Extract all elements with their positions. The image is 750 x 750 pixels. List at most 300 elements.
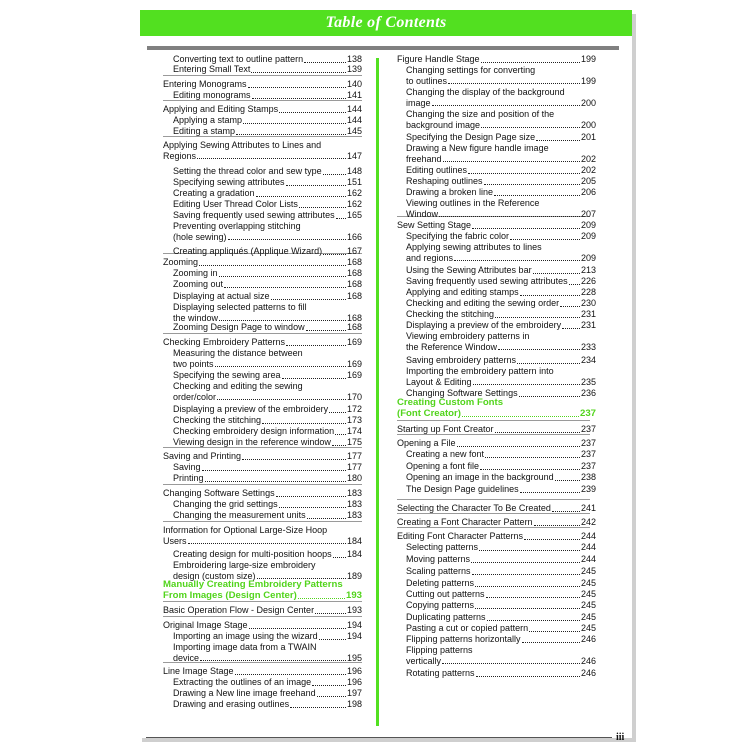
toc-entry[interactable] <box>406 484 596 495</box>
toc-entry-title: Editing outlines <box>406 165 468 175</box>
dot-leader <box>471 562 580 563</box>
dot-leader <box>282 378 346 379</box>
dot-leader <box>529 631 580 632</box>
dot-leader <box>569 284 580 285</box>
toc-page-number: 194 <box>346 620 362 630</box>
toc-page-number: 174 <box>346 426 362 436</box>
toc-entry[interactable] <box>406 542 596 553</box>
toc-entry[interactable] <box>173 462 362 473</box>
toc-page-number: 148 <box>346 166 362 176</box>
toc-page-number: 245 <box>580 589 596 599</box>
toc-entry[interactable] <box>163 620 362 631</box>
toc-page-number: 147 <box>346 150 362 161</box>
toc-page-number: 226 <box>580 276 596 286</box>
dot-leader <box>462 416 579 417</box>
toc-entry-title: Starting up Font Creator <box>397 424 494 434</box>
toc-entry[interactable] <box>173 246 362 257</box>
dot-leader <box>329 412 346 413</box>
toc-entry-title: Applying Sewing Attributes to Lines and <box>163 140 322 150</box>
dot-leader <box>520 492 580 493</box>
toc-entry[interactable] <box>406 355 596 366</box>
top-rule <box>147 46 619 50</box>
toc-entry[interactable] <box>173 54 362 65</box>
toc-entry-title: Extracting the outlines of an image <box>173 677 312 687</box>
dot-leader <box>475 586 580 587</box>
toc-entry-title: Original Image Stage <box>163 620 248 630</box>
toc-entry[interactable] <box>173 549 362 560</box>
toc-page-number: 200 <box>580 97 596 108</box>
toc-entry-title: Selecting patterns <box>406 542 479 552</box>
dot-leader <box>519 396 580 397</box>
toc-page-number: 245 <box>580 612 596 622</box>
dot-leader <box>315 613 346 614</box>
toc-entry-title: Importing image data from a TWAIN <box>173 642 317 652</box>
toc-entry[interactable] <box>406 65 596 86</box>
toc-entry-title: Saving frequently used sewing attributes <box>406 276 568 286</box>
toc-entry[interactable] <box>406 366 596 387</box>
toc-page-number: 245 <box>580 578 596 588</box>
toc-entry-title: Changing Software Settings <box>163 488 275 498</box>
toc-entry-title-cont: the window <box>173 312 219 323</box>
toc-page-number: 209 <box>580 252 596 263</box>
toc-entry[interactable] <box>163 140 362 161</box>
toc-entry-title-cont: design (custom size) <box>173 570 256 581</box>
toc-entry-title-cont: (hole sewing) <box>173 231 227 242</box>
toc-entry[interactable] <box>406 612 596 623</box>
toc-entry-title: Creating a gradation <box>173 188 255 198</box>
dot-leader <box>228 239 346 240</box>
toc-page-number: 235 <box>580 376 596 387</box>
column-divider <box>376 58 379 726</box>
toc-entry[interactable] <box>173 166 362 177</box>
toc-entry[interactable] <box>406 634 596 645</box>
toc-entry-title: Checking embroidery design information <box>173 426 335 436</box>
toc-entry-title-cont: freehand <box>406 153 442 164</box>
dot-leader <box>188 543 346 544</box>
toc-entry-title: Preventing overlapping stitching <box>173 221 301 231</box>
dot-leader <box>560 306 580 307</box>
toc-entry-title: Creating appliqués (Applique Wizard) <box>173 246 323 256</box>
toc-entry-title: Creating a new font <box>406 449 485 459</box>
toc-entry[interactable] <box>406 287 596 298</box>
group-separator <box>163 333 362 334</box>
toc-entry-title: Checking and editing the sewing <box>173 381 303 391</box>
dot-leader <box>236 134 346 135</box>
dot-leader <box>562 328 580 329</box>
toc-entry[interactable] <box>173 631 362 642</box>
dot-leader <box>439 216 580 217</box>
toc-entry[interactable] <box>406 449 596 460</box>
toc-page-number: 169 <box>346 370 362 380</box>
toc-page-number: 238 <box>580 472 596 482</box>
toc-entry[interactable] <box>163 488 362 499</box>
toc-page-number: 162 <box>346 188 362 198</box>
toc-page-number: 237 <box>579 407 596 419</box>
toc-page-number: 168 <box>346 312 362 323</box>
toc-entry-title: Embroidering large-size embroidery <box>173 560 316 570</box>
toc-entry[interactable] <box>163 525 362 546</box>
toc-entry[interactable] <box>397 438 596 449</box>
toc-page-number: 237 <box>580 461 596 471</box>
toc-entry-title-cont: the Reference Window <box>406 341 498 352</box>
toc-page-number: 199 <box>580 75 596 86</box>
toc-entry-title: Displaying a preview of the embroidery <box>173 404 329 414</box>
toc-entry-title: Printing <box>173 473 204 483</box>
toc-entry-title: Displaying selected patterns to fill <box>173 302 307 312</box>
toc-page-number: 138 <box>346 54 362 64</box>
toc-entry-title-cont: From Images (Design Center) <box>163 589 297 601</box>
toc-entry-title: Information for Optional Large-Size Hoop <box>163 525 328 535</box>
toc-entry-title: Checking Embroidery Patterns <box>163 337 286 347</box>
toc-entry-title: Applying and editing stamps <box>406 287 519 297</box>
toc-page-number: 237 <box>580 438 596 448</box>
toc-entry-title: Basic Operation Flow - Design Center <box>163 605 315 615</box>
dot-leader <box>524 539 580 540</box>
toc-page-number: 167 <box>346 246 362 256</box>
toc-entry[interactable] <box>406 331 596 352</box>
dot-leader <box>199 265 346 266</box>
toc-entry-title-cont: image <box>406 97 431 108</box>
toc-entry-title-cont: and regions <box>406 252 454 263</box>
toc-entry-title-cont: to outlines <box>406 75 448 86</box>
toc-entry-title: Viewing embroidery patterns in <box>406 331 530 341</box>
toc-entry[interactable] <box>397 424 596 435</box>
toc-entry[interactable] <box>406 198 596 219</box>
page-title: Table of Contents <box>325 14 447 31</box>
toc-entry[interactable] <box>406 276 596 287</box>
dot-leader <box>299 207 346 208</box>
toc-page-number: 168 <box>346 291 362 301</box>
toc-page-number: 180 <box>346 473 362 483</box>
dot-leader <box>485 457 580 458</box>
toc-entry[interactable] <box>173 560 362 581</box>
toc-entry-title: Zooming in <box>173 268 218 278</box>
toc-entry[interactable] <box>406 132 596 143</box>
toc-page-number: 168 <box>346 268 362 278</box>
toc-page-number: 140 <box>346 79 362 89</box>
toc-entry-title: Measuring the distance between <box>173 348 303 358</box>
dot-leader <box>200 660 346 661</box>
toc-entry-title: Editing Font Character Patterns <box>397 531 524 541</box>
toc-entry[interactable] <box>406 554 596 565</box>
toc-entry-title-cont: Layout & Editing <box>406 376 472 387</box>
toc-entry[interactable] <box>406 600 596 611</box>
toc-page-number: 244 <box>580 531 596 541</box>
toc-entry[interactable] <box>173 90 362 101</box>
toc-entry[interactable] <box>173 426 362 437</box>
toc-entry[interactable] <box>173 348 362 369</box>
toc-entry[interactable] <box>397 220 596 231</box>
toc-page-number: 173 <box>346 415 362 425</box>
toc-entry-title: The Design Page guidelines <box>406 484 519 494</box>
toc-entry[interactable] <box>173 199 362 210</box>
toc-entry[interactable] <box>163 580 362 601</box>
toc-page-number: 196 <box>346 677 362 687</box>
toc-entry-title: Line Image Stage <box>163 666 234 676</box>
toc-entry-title: Zooming out <box>173 279 224 289</box>
toc-entry-title: Specifying the fabric color <box>406 231 510 241</box>
toc-entry-title: Applying sewing attributes to lines <box>406 242 542 252</box>
toc-entry[interactable] <box>406 472 596 483</box>
dot-leader <box>276 496 346 497</box>
dot-leader <box>312 685 346 686</box>
dot-leader <box>472 228 580 229</box>
toc-page-number: 183 <box>346 499 362 509</box>
toc-entry[interactable] <box>163 605 362 616</box>
dot-leader <box>252 98 346 99</box>
toc-entry[interactable] <box>173 473 362 484</box>
dot-leader <box>323 174 346 175</box>
toc-entry[interactable] <box>173 642 362 663</box>
dot-leader <box>480 469 580 470</box>
toc-entry[interactable] <box>406 309 596 320</box>
toc-page-number: 207 <box>580 208 596 219</box>
dot-leader <box>202 470 346 471</box>
toc-entry-title: Importing an image using the wizard <box>173 631 318 641</box>
toc-page-number: 177 <box>346 451 362 461</box>
toc-entry[interactable] <box>406 165 596 176</box>
toc-entry[interactable] <box>163 666 362 677</box>
toc-entry-title: Copying patterns <box>406 600 475 610</box>
toc-page-number: 200 <box>580 119 596 130</box>
toc-entry[interactable] <box>406 589 596 600</box>
toc-entry[interactable] <box>406 176 596 187</box>
toc-page-number: 244 <box>580 542 596 552</box>
dot-leader <box>256 196 346 197</box>
toc-entry-title: Sew Setting Stage <box>397 220 472 230</box>
toc-entry[interactable] <box>406 265 596 276</box>
dot-leader <box>248 87 346 88</box>
dot-leader <box>510 239 580 240</box>
toc-page-number: 230 <box>580 298 596 308</box>
dot-leader <box>555 480 580 481</box>
dot-leader <box>197 158 346 159</box>
toc-entry[interactable] <box>406 143 596 164</box>
toc-entry[interactable] <box>163 79 362 90</box>
dot-leader <box>215 366 346 367</box>
toc-entry-title: Saving embroidery patterns <box>406 355 517 365</box>
toc-entry[interactable] <box>397 398 596 419</box>
toc-page-number: 183 <box>346 510 362 520</box>
dot-leader <box>243 123 346 124</box>
toc-entry[interactable] <box>173 381 362 402</box>
toc-entry[interactable] <box>406 298 596 309</box>
dot-leader <box>498 349 580 350</box>
toc-entry[interactable] <box>173 510 362 521</box>
dot-leader <box>286 345 346 346</box>
dot-leader <box>271 299 346 300</box>
toc-entry-title: Drawing a New line image freehand <box>173 688 316 698</box>
toc-entry-title-cont: background image <box>406 119 481 130</box>
toc-page-number: 245 <box>580 566 596 576</box>
toc-entry[interactable] <box>163 451 362 462</box>
title-bar <box>140 10 632 36</box>
toc-entry[interactable] <box>173 115 362 126</box>
dot-leader <box>486 597 580 598</box>
toc-entry-title-cont: two points <box>173 358 214 369</box>
toc-page-number: 241 <box>580 503 596 513</box>
toc-entry-title: Using the Sewing Attributes bar <box>406 265 532 275</box>
toc-entry-title: Creating Custom Fonts <box>397 397 504 408</box>
toc-entry[interactable] <box>173 268 362 279</box>
dot-leader <box>432 105 580 106</box>
toc-entry[interactable] <box>397 531 596 542</box>
toc-entry-title: Applying and Editing Stamps <box>163 104 279 114</box>
toc-entry-title: Editing User Thread Color Lists <box>173 199 298 209</box>
toc-page-number: 183 <box>346 488 362 498</box>
toc-entry[interactable] <box>397 517 596 528</box>
toc-page-number: 209 <box>580 220 596 230</box>
toc-entry-title: Changing the size and position of the <box>406 109 555 119</box>
toc-entry-title: Setting the thread color and sew type <box>173 166 322 176</box>
toc-entry-title: Checking and editing the sewing order <box>406 298 560 308</box>
dot-leader <box>472 574 580 575</box>
toc-entry-title-cont: Regions <box>163 150 197 161</box>
toc-entry-title: Editing a stamp <box>173 126 236 136</box>
toc-entry-title: Rotating patterns <box>406 668 475 678</box>
toc-entry-title: Changing settings for converting <box>406 65 536 75</box>
toc-page-number: 205 <box>580 176 596 186</box>
toc-entry[interactable] <box>173 499 362 510</box>
toc-entry-title: Drawing a New figure handle image <box>406 143 549 153</box>
bottom-rule <box>146 737 612 738</box>
toc-entry-title: Displaying a preview of the embroidery <box>406 320 562 330</box>
dot-leader <box>487 620 580 621</box>
toc-page-number: 197 <box>346 688 362 698</box>
toc-page-number: 199 <box>580 54 596 64</box>
toc-entry-title: Changing the grid settings <box>173 499 278 509</box>
document-page <box>140 10 632 743</box>
toc-entry[interactable] <box>173 677 362 688</box>
toc-entry[interactable] <box>173 370 362 381</box>
toc-entry[interactable] <box>173 221 362 242</box>
dot-leader <box>520 295 580 296</box>
toc-page-number: 245 <box>580 600 596 610</box>
toc-entry[interactable] <box>397 54 596 65</box>
toc-entry[interactable] <box>173 188 362 199</box>
toc-entry[interactable] <box>406 578 596 589</box>
toc-page-number: 242 <box>580 517 596 527</box>
dot-leader <box>262 423 346 424</box>
toc-entry-title: Drawing and erasing outlines <box>173 699 290 709</box>
toc-entry[interactable] <box>173 210 362 221</box>
toc-entry[interactable] <box>173 688 362 699</box>
dot-leader <box>552 511 580 512</box>
toc-page-number: 206 <box>580 187 596 197</box>
toc-entry[interactable] <box>173 302 362 323</box>
toc-entry[interactable] <box>173 415 362 426</box>
toc-page-number: 175 <box>346 437 362 447</box>
toc-entry[interactable] <box>163 257 362 268</box>
toc-page-number: 169 <box>346 337 362 347</box>
toc-page-number: 244 <box>580 554 596 564</box>
toc-entry[interactable] <box>163 337 362 348</box>
toc-page-number: 168 <box>346 279 362 289</box>
toc-entry-title: Specifying the Design Page size <box>406 132 536 142</box>
toc-entry-title: Editing monograms <box>173 90 251 100</box>
toc-entry-title-cont: Users <box>163 535 187 546</box>
toc-entry-title-cont: (Font Creator) <box>397 407 461 419</box>
dot-leader <box>481 127 580 128</box>
toc-entry-title: Converting text to outline pattern <box>173 54 304 64</box>
toc-entry[interactable] <box>406 668 596 679</box>
toc-entry[interactable] <box>406 320 596 331</box>
toc-entry-title: Changing the measurement units <box>173 510 306 520</box>
toc-entry[interactable] <box>406 109 596 130</box>
toc-entry-title: Changing Software Settings <box>406 388 518 398</box>
toc-entry[interactable] <box>173 699 362 710</box>
toc-entry[interactable] <box>406 231 596 242</box>
toc-page-number: 196 <box>346 666 362 676</box>
toc-entry[interactable] <box>173 437 362 448</box>
toc-entry[interactable] <box>173 279 362 290</box>
toc-entry-title: Drawing a broken line <box>406 187 494 197</box>
toc-page-number: 145 <box>346 126 362 136</box>
dot-leader <box>534 525 580 526</box>
toc-entry[interactable] <box>173 322 362 333</box>
toc-entry[interactable] <box>406 242 596 263</box>
toc-entry[interactable] <box>406 566 596 577</box>
toc-page-number: 213 <box>580 265 596 275</box>
toc-page-number: 165 <box>346 210 362 220</box>
toc-entry-title: Reshaping outlines <box>406 176 483 186</box>
dot-leader <box>304 62 346 63</box>
toc-entry-title: Creating design for multi-position hoops <box>173 549 332 559</box>
toc-entry-title: Opening a font file <box>406 461 480 471</box>
toc-page-number: 233 <box>580 341 596 352</box>
dot-leader <box>473 384 580 385</box>
dot-leader <box>536 140 580 141</box>
dot-leader <box>242 459 346 460</box>
dot-leader <box>494 195 580 196</box>
toc-entry[interactable] <box>173 126 362 137</box>
toc-entry[interactable] <box>163 104 362 115</box>
dot-leader <box>290 707 346 708</box>
toc-entry[interactable] <box>173 291 362 302</box>
toc-entry[interactable] <box>406 623 596 634</box>
toc-entry[interactable] <box>406 87 596 108</box>
group-separator <box>397 420 590 421</box>
toc-entry-title: Checking the stitching <box>406 309 495 319</box>
dot-leader <box>251 72 346 73</box>
dot-leader <box>306 330 346 331</box>
toc-entry[interactable] <box>397 503 596 514</box>
toc-entry-title: Pasting a cut or copied pattern <box>406 623 529 633</box>
dot-leader <box>298 598 345 599</box>
toc-page-number: 162 <box>346 199 362 209</box>
toc-page-number: 169 <box>346 358 362 369</box>
toc-entry[interactable] <box>173 64 362 75</box>
toc-entry[interactable] <box>173 404 362 415</box>
toc-entry[interactable] <box>406 187 596 198</box>
dot-leader <box>468 173 580 174</box>
toc-entry-title: Displaying at actual size <box>173 291 270 301</box>
dot-leader <box>448 83 580 84</box>
dot-leader <box>235 674 346 675</box>
dot-leader <box>475 608 580 609</box>
dot-leader <box>286 185 346 186</box>
dot-leader <box>323 254 346 255</box>
dot-leader <box>484 184 580 185</box>
toc-entry-title-cont: vertically <box>406 655 442 666</box>
toc-entry[interactable] <box>173 177 362 188</box>
dot-leader <box>307 518 346 519</box>
toc-entry[interactable] <box>406 461 596 472</box>
toc-page-number: 239 <box>580 484 596 494</box>
toc-entry[interactable] <box>406 645 596 666</box>
dot-leader <box>454 260 580 261</box>
toc-page-number: 144 <box>346 115 362 125</box>
